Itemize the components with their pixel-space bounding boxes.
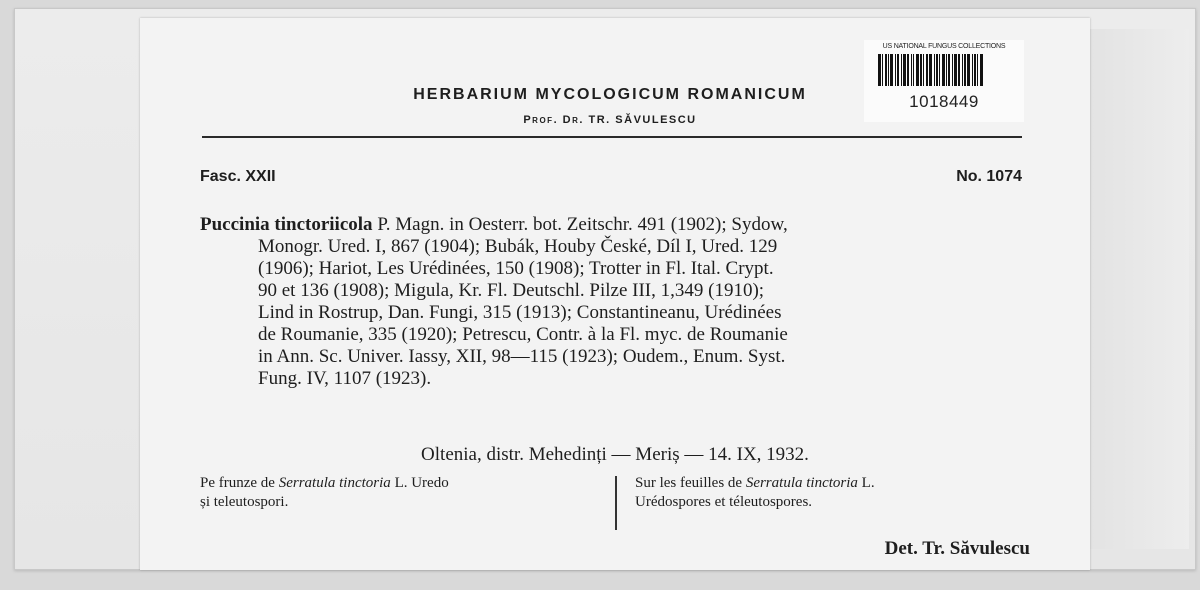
citation-line: (1906); Hariot, Les Urédinées, 150 (1908); Trotter in Fl. Ital. Crypt. xyxy=(258,258,774,279)
citation-line: Monogr. Ured. I, 867 (1904); Bubák, Houby České, Díl I, Ured. 129 xyxy=(258,236,778,257)
specimen-number: No. 1074 xyxy=(956,168,1022,185)
citation-line: 90 et 136 (1908); Migula, Kr. Fl. Deutschl. Pilze III, 1,349 (1910); xyxy=(258,280,765,301)
host-note-french xyxy=(635,474,1035,512)
host-note-line: și teleutospori. xyxy=(200,494,289,510)
species-name: Puccinia tinctoriicola xyxy=(200,214,373,235)
citation-line: de Roumanie, 335 (1920); Petrescu, Contr. à la Fl. myc. de Roumanie xyxy=(258,324,788,345)
citation-line xyxy=(200,214,1030,236)
collection-locality: Oltenia, distr. Mehedinți — Meriș — 14. IX, 1932. xyxy=(421,444,809,465)
host-note-line xyxy=(635,474,1035,493)
host-species: Serratula tinctoria xyxy=(278,475,391,491)
barcode-number: 1018449 xyxy=(909,92,979,111)
header-divider xyxy=(202,136,1022,138)
host-suffix: L. xyxy=(857,475,875,491)
host-suffix: L. Uredo xyxy=(390,475,449,491)
host-note-romanian xyxy=(200,474,600,512)
herbarium-subtitle: Prof. Dr. TR. SĂVULESCU xyxy=(523,114,697,126)
fascicle-label: Fasc. XXII xyxy=(200,168,276,185)
host-note-line xyxy=(200,474,600,493)
host-prefix: Pe frunze de xyxy=(200,475,279,491)
host-note-line: Urédospores et téleutospores. xyxy=(635,494,813,510)
citation-line: Lind in Rostrup, Dan. Fungi, 315 (1913); Constantineanu, Urédinées xyxy=(258,302,782,323)
citation-block xyxy=(200,214,1030,390)
barcode-icon xyxy=(878,54,1014,86)
citation-line: Fung. IV, 1107 (1923). xyxy=(258,368,432,389)
host-prefix: Sur les feuilles de xyxy=(635,475,746,491)
packet-flap xyxy=(1078,29,1189,549)
citation-line-text: P. Magn. in Oesterr. bot. Zeitschr. 491 (1902); Sydow, xyxy=(372,214,788,235)
citation-line: in Ann. Sc. Univer. Iassy, XII, 98—115 (1923); Oudem., Enum. Syst. xyxy=(258,346,786,367)
language-divider xyxy=(615,476,617,530)
host-species: Serratula tinctoria xyxy=(745,475,858,491)
barcode-institution: US NATIONAL FUNGUS COLLECTIONS xyxy=(882,43,1006,50)
herbarium-label xyxy=(140,18,1090,570)
barcode-label xyxy=(864,40,1024,122)
herbarium-title: HERBARIUM MYCOLOGICUM ROMANICUM xyxy=(413,86,807,103)
determiner: Det. Tr. Săvulescu xyxy=(884,538,1030,559)
